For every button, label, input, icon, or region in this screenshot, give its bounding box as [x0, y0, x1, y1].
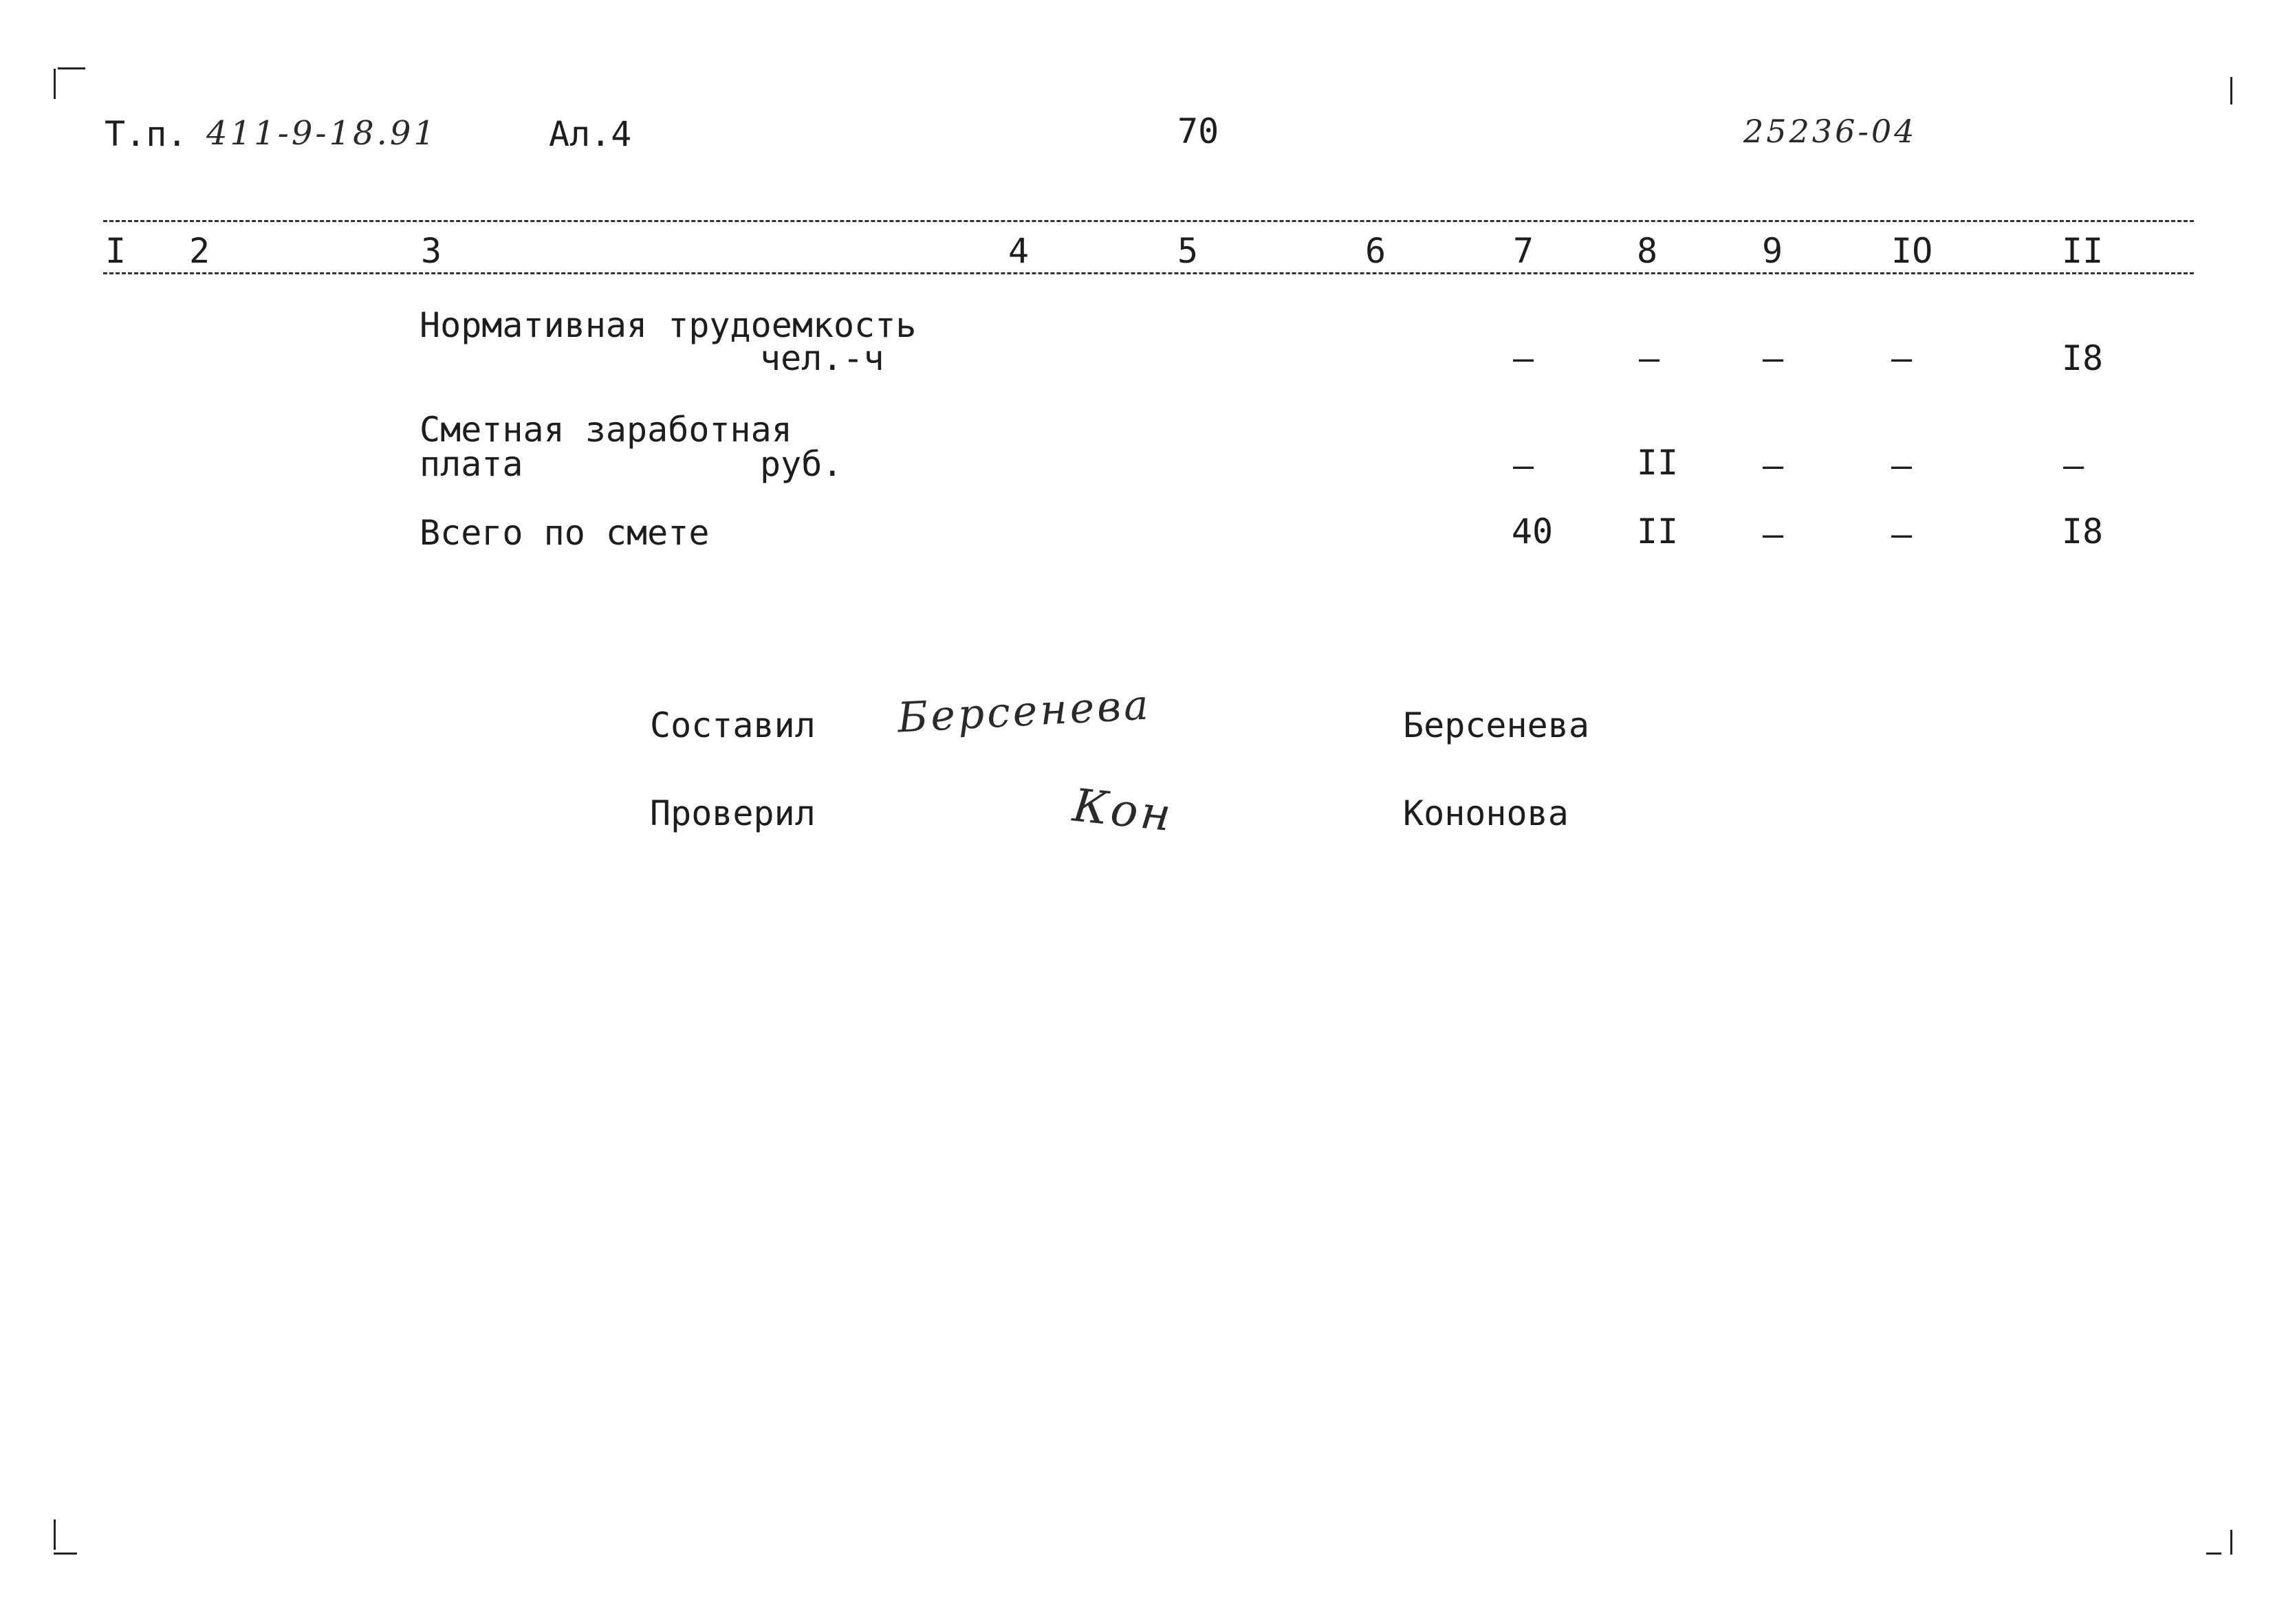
row-3-col-11: I8: [2061, 512, 2104, 551]
column-header-6: 6: [1365, 231, 1386, 271]
corner-mark-top-left: [54, 69, 56, 99]
header-album: Ал.4: [549, 114, 632, 154]
corner-mark-bottom-right-h: [2206, 1552, 2221, 1555]
row-1-col-7: –: [1512, 338, 1534, 378]
row-2-col-11: –: [2062, 446, 2084, 485]
header-prefix: Т.п.: [105, 114, 188, 154]
corner-mark-bottom-left-h: [54, 1552, 77, 1555]
row-1-label-line-1: Нормативная трудоемкость: [420, 305, 917, 345]
row-2-col-9: –: [1762, 446, 1784, 485]
row-3-col-8: II: [1636, 512, 1679, 551]
row-2-col-7: –: [1512, 446, 1534, 485]
column-header-9: 9: [1762, 231, 1783, 271]
row-1-col-10: –: [1891, 338, 1913, 378]
column-header-4: 4: [1008, 231, 1030, 271]
row-2-unit: руб.: [760, 444, 843, 484]
row-3-col-10: –: [1891, 514, 1913, 554]
row-3-col-7: 40: [1511, 512, 1554, 551]
row-3-col-9: –: [1762, 514, 1784, 554]
column-header-10: IO: [1891, 231, 1933, 271]
row-3-label: Всего по смете: [420, 513, 710, 553]
column-header-5: 5: [1177, 231, 1199, 271]
column-header-1: I: [105, 231, 127, 271]
compiled-by-name: Берсенева: [1403, 705, 1589, 745]
table-top-rule: [103, 220, 2194, 222]
row-2-label-line-1: Сметная заработная: [420, 410, 792, 450]
column-header-7: 7: [1513, 231, 1534, 271]
row-2-col-10: –: [1891, 446, 1913, 485]
column-header-2: 2: [189, 231, 210, 271]
row-1-col-8: –: [1638, 338, 1660, 378]
header-project-number: 411-9-18.91: [206, 114, 438, 153]
row-1-label-line-2: чел.-ч: [760, 338, 884, 378]
corner-mark-top-right: [2230, 77, 2232, 105]
row-2-label-line-2: плата: [420, 444, 523, 484]
checked-by-name: Кононова: [1403, 793, 1569, 833]
table-header-bottom-rule: [103, 272, 2194, 274]
compiled-by-signature: Берсенева: [896, 681, 1153, 743]
column-header-11: II: [2062, 231, 2104, 271]
column-header-3: 3: [421, 231, 442, 271]
corner-mark-bottom-left: [54, 1519, 56, 1550]
corner-mark-top-left-h: [58, 67, 85, 69]
compiled-by-label: Составил: [650, 705, 816, 745]
column-header-8: 8: [1637, 231, 1658, 271]
row-2-col-8: II: [1636, 443, 1679, 483]
row-1-col-11: I8: [2061, 338, 2104, 378]
checked-by-label: Проверил: [650, 793, 816, 833]
corner-mark-bottom-right: [2230, 1530, 2232, 1555]
page-number: 70: [1177, 111, 1219, 151]
checked-by-signature: Кон: [1070, 778, 1176, 842]
header-doc-code: 25236-04: [1743, 113, 1917, 150]
row-1-col-9: –: [1762, 338, 1784, 378]
